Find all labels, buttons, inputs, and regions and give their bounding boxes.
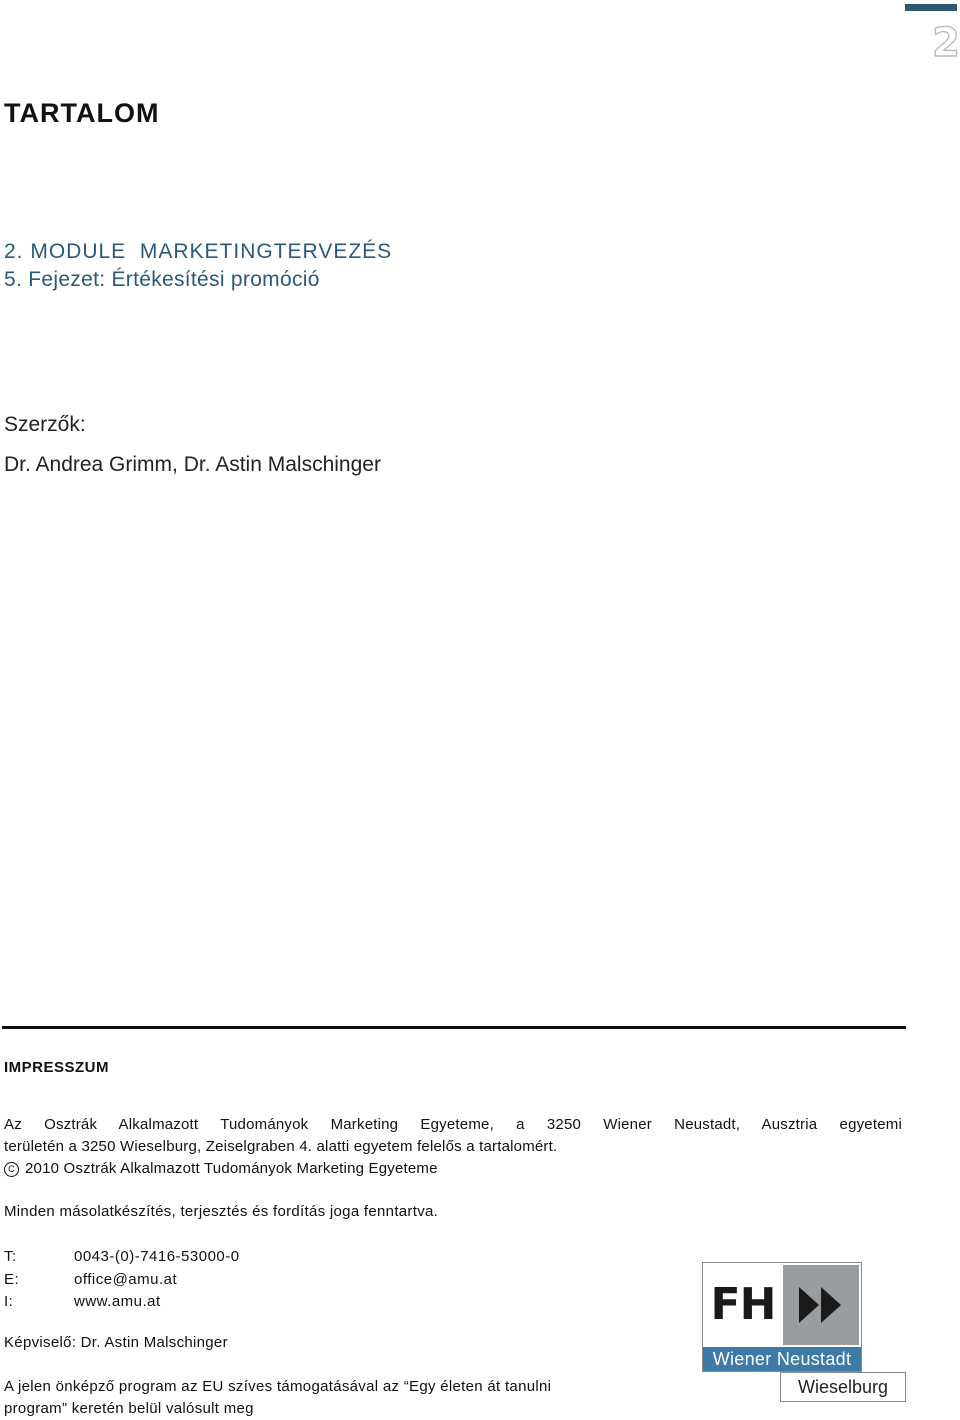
chapter-heading: 5. Fejezet: Értékesítési promóció bbox=[4, 268, 320, 291]
fh-logo bbox=[702, 1262, 906, 1402]
funding-notice bbox=[4, 1376, 684, 1420]
copyright-icon: C bbox=[4, 1162, 19, 1177]
phone-value: 0043-(0)-7416-53000-0 bbox=[74, 1248, 240, 1265]
authors-names: Dr. Andrea Grimm, Dr. Astin Malschinger bbox=[4, 453, 381, 476]
copyright-text: 2010 Osztrák Alkalmazott Tudományok Marketing Egyeteme bbox=[25, 1160, 438, 1177]
representative: Képviselő: Dr. Astin Malschinger bbox=[4, 1334, 228, 1351]
module-heading: 2. MODULE MARKETINGTERVEZÉS bbox=[4, 240, 393, 263]
impressum-heading: IMPRESSZUM bbox=[4, 1059, 110, 1076]
contact-web bbox=[4, 1291, 240, 1314]
web-value: www.amu.at bbox=[74, 1293, 161, 1310]
fast-forward-icon bbox=[783, 1265, 859, 1345]
rights-notice: Minden másolatkészítés, terjesztés és fordítás joga fenntartva. bbox=[4, 1203, 439, 1220]
impressum-paragraph bbox=[4, 1114, 902, 1180]
logo-frame bbox=[702, 1262, 862, 1372]
funding-line-1: A jelen önképző program az EU szíves támogatásával az “Egy életen át tanulni bbox=[4, 1378, 552, 1395]
contact-email bbox=[4, 1269, 240, 1292]
impressum-line-2: területén a 3250 Wieselburg, Zeiselgraben 4. alatti egyetem felelős a tartalomért. bbox=[4, 1138, 558, 1155]
page-title: TARTALOM bbox=[4, 98, 160, 128]
funding-line-2: program” keretén belül valósult meg bbox=[4, 1400, 254, 1417]
authors-label: Szerzők: bbox=[4, 413, 86, 436]
logo-subtitle: Wieselburg bbox=[780, 1372, 906, 1402]
contact-key: I: bbox=[4, 1293, 14, 1310]
impressum-line-1: Az Osztrák Alkalmazott Tudományok Marketing Egyeteme, a 3250 Wiener Neustadt, Ausztria egyetemi bbox=[4, 1116, 902, 1133]
page-number: 2 bbox=[932, 20, 958, 66]
copyright-line bbox=[4, 1158, 902, 1180]
contact-key: T: bbox=[4, 1248, 17, 1265]
contact-key: E: bbox=[4, 1270, 20, 1288]
contact-phone bbox=[4, 1246, 240, 1269]
section-divider bbox=[2, 1026, 906, 1029]
logo-band: Wiener Neustadt bbox=[703, 1347, 861, 1371]
logo-mark: FH bbox=[705, 1265, 781, 1345]
contact-list bbox=[4, 1246, 240, 1314]
email-value: office@amu.at bbox=[74, 1270, 178, 1288]
page-corner-bar bbox=[905, 4, 957, 11]
